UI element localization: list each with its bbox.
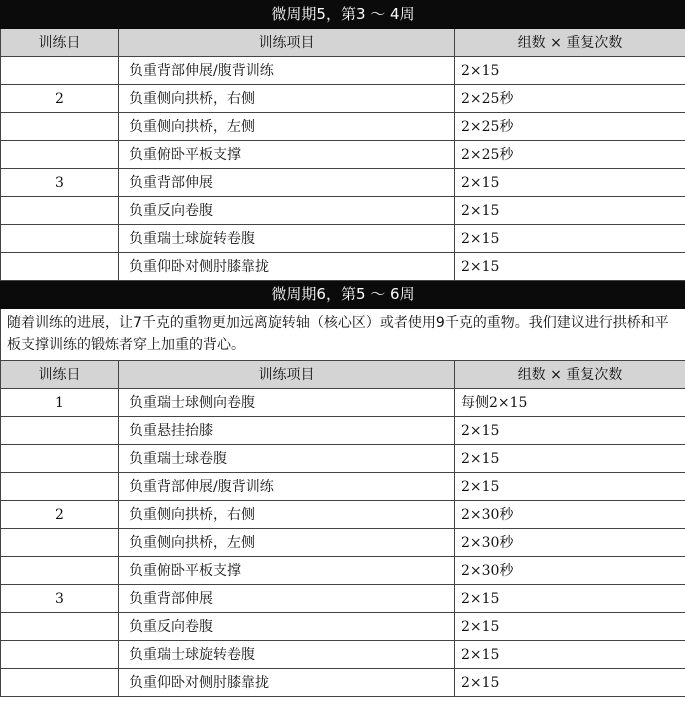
- training-day-cell: 3: [1, 169, 119, 197]
- table-row: [1, 529, 685, 557]
- table-row: [1, 417, 685, 445]
- exercise-cell: 负重瑞士球侧向卷腹: [119, 389, 455, 417]
- sets-reps-cell: 2×25秒: [455, 141, 685, 169]
- training-day-cell: [1, 113, 119, 141]
- table-row: [1, 641, 685, 669]
- exercise-cell: 负重悬挂抬膝: [119, 417, 455, 445]
- sets-reps-cell: 2×15: [455, 417, 685, 445]
- table-row: [1, 57, 685, 85]
- header-sets-reps: 组数 × 重复次数: [455, 29, 685, 57]
- table-row: [1, 169, 685, 197]
- exercise-cell: 负重瑞士球卷腹: [119, 445, 455, 473]
- table-row: [1, 501, 685, 529]
- training-day-cell: [1, 225, 119, 253]
- training-day-cell: [1, 529, 119, 557]
- section-title: 微周期6，第5 ～ 6周: [1, 281, 685, 309]
- header-exercise: 训练项目: [119, 361, 455, 389]
- table-row: [1, 473, 685, 501]
- section-title: 微周期5，第3 ～ 4周: [1, 1, 685, 29]
- training-day-cell: [1, 557, 119, 585]
- training-table-body: [1, 1, 685, 697]
- table-header-row: [1, 361, 685, 389]
- exercise-cell: 负重瑞士球旋转卷腹: [119, 225, 455, 253]
- training-day-cell: 2: [1, 85, 119, 113]
- exercise-cell: 负重仰卧对侧肘膝靠拢: [119, 253, 455, 281]
- exercise-cell: 负重侧向拱桥，右侧: [119, 501, 455, 529]
- table-row: [1, 613, 685, 641]
- section-title-row: [1, 1, 685, 29]
- table-row: [1, 557, 685, 585]
- exercise-cell: 负重反向卷腹: [119, 197, 455, 225]
- training-day-cell: [1, 141, 119, 169]
- training-day-cell: [1, 253, 119, 281]
- sets-reps-cell: 2×15: [455, 473, 685, 501]
- section-note-row: [1, 309, 685, 361]
- table-header-row: [1, 29, 685, 57]
- training-day-cell: [1, 641, 119, 669]
- training-day-cell: 1: [1, 389, 119, 417]
- training-day-cell: [1, 473, 119, 501]
- training-day-cell: [1, 445, 119, 473]
- sets-reps-cell: 2×30秒: [455, 557, 685, 585]
- training-day-cell: [1, 57, 119, 85]
- exercise-cell: 负重仰卧对侧肘膝靠拢: [119, 669, 455, 697]
- header-exercise: 训练项目: [119, 29, 455, 57]
- table-row: [1, 445, 685, 473]
- exercise-cell: 负重俯卧平板支撑: [119, 141, 455, 169]
- sets-reps-cell: 2×15: [455, 225, 685, 253]
- training-day-cell: 3: [1, 585, 119, 613]
- training-day-cell: 2: [1, 501, 119, 529]
- training-day-cell: [1, 197, 119, 225]
- training-day-cell: [1, 669, 119, 697]
- section-title-row: [1, 281, 685, 309]
- table-row: [1, 225, 685, 253]
- sets-reps-cell: 2×30秒: [455, 501, 685, 529]
- sets-reps-cell: 2×15: [455, 585, 685, 613]
- sets-reps-cell: 2×15: [455, 57, 685, 85]
- table-row: [1, 253, 685, 281]
- sets-reps-cell: 2×15: [455, 613, 685, 641]
- table-row: [1, 197, 685, 225]
- header-day: 训练日: [1, 361, 119, 389]
- table-row: [1, 85, 685, 113]
- sets-reps-cell: 2×25秒: [455, 113, 685, 141]
- exercise-cell: 负重反向卷腹: [119, 613, 455, 641]
- table-row: [1, 389, 685, 417]
- sets-reps-cell: 2×25秒: [455, 85, 685, 113]
- sets-reps-cell: 2×15: [455, 197, 685, 225]
- table-row: [1, 113, 685, 141]
- header-day: 训练日: [1, 29, 119, 57]
- table-row: [1, 585, 685, 613]
- exercise-cell: 负重背部伸展/腹背训练: [119, 57, 455, 85]
- exercise-cell: 负重侧向拱桥，左侧: [119, 529, 455, 557]
- exercise-cell: 负重背部伸展/腹背训练: [119, 473, 455, 501]
- training-day-cell: [1, 613, 119, 641]
- sets-reps-cell: 每侧2×15: [455, 389, 685, 417]
- table-row: [1, 669, 685, 697]
- exercise-cell: 负重俯卧平板支撑: [119, 557, 455, 585]
- exercise-cell: 负重侧向拱桥，右侧: [119, 85, 455, 113]
- sets-reps-cell: 2×15: [455, 669, 685, 697]
- table-row: [1, 141, 685, 169]
- sets-reps-cell: 2×15: [455, 169, 685, 197]
- section-note: 随着训练的进展，让7千克的重物更加远离旋转轴（核心区）或者使用9千克的重物。我们建议进行拱桥和平板支撑训练的锻炼者穿上加重的背心。: [1, 309, 685, 361]
- sets-reps-cell: 2×15: [455, 641, 685, 669]
- header-sets-reps: 组数 × 重复次数: [455, 361, 685, 389]
- sets-reps-cell: 2×30秒: [455, 529, 685, 557]
- sets-reps-cell: 2×15: [455, 445, 685, 473]
- exercise-cell: 负重背部伸展: [119, 169, 455, 197]
- exercise-cell: 负重侧向拱桥，左侧: [119, 113, 455, 141]
- exercise-cell: 负重背部伸展: [119, 585, 455, 613]
- sets-reps-cell: 2×15: [455, 253, 685, 281]
- exercise-cell: 负重瑞士球旋转卷腹: [119, 641, 455, 669]
- training-day-cell: [1, 417, 119, 445]
